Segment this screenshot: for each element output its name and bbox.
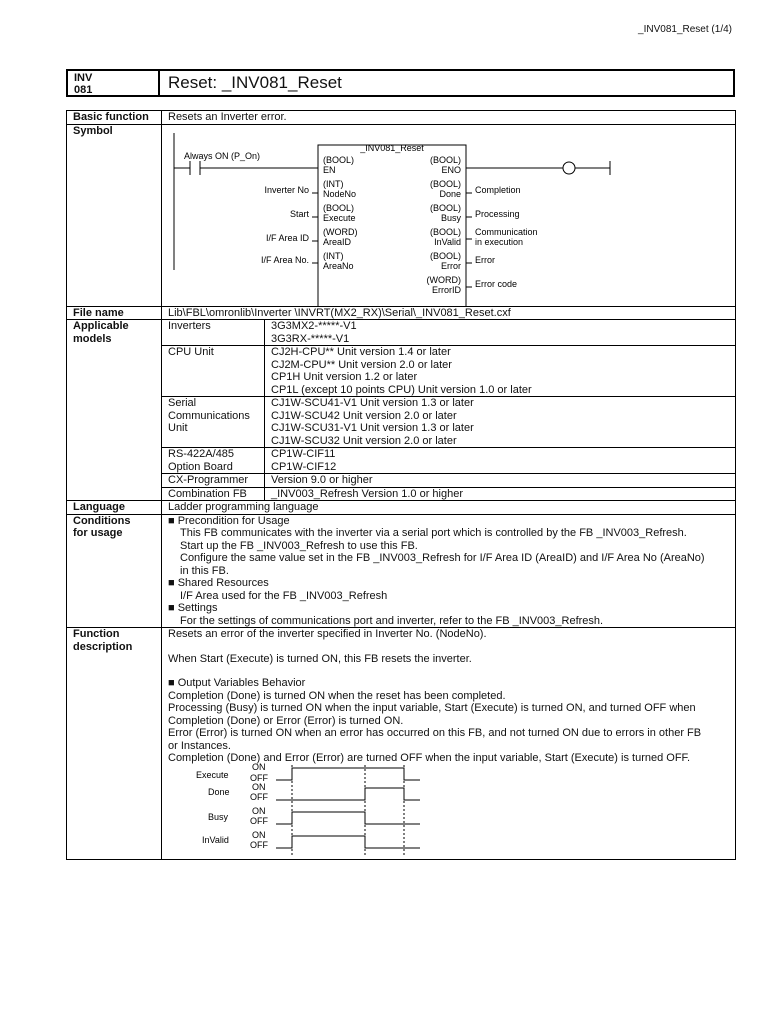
input-name-en: EN [323,164,336,175]
file-name-label: File name [67,306,162,320]
timing-label-done: Done [208,786,230,797]
function-line: Completion (Done) and Error (Error) are turned OFF when the input variable, Start (Execute) is turned OFF. [168,752,691,764]
output-label-done: Completion [475,184,521,195]
off-label: OFF [250,772,268,783]
function-line: Error (Error) is turned ON when an error has occurred on this FB, and not turned ON due to errors in other FB [168,727,702,739]
output-name-invalid: InValid [434,236,461,247]
function-line: Completion (Done) is turned ON when the reset has been completed. [168,689,506,702]
file-name-text: Lib\FBL\omronlib\Inverter \INVRT(MX2_RX)\Serial\_INV081_Reset.cxf [162,306,736,320]
fb-symbol-diagram [162,125,736,306]
model-row-serial [162,397,735,448]
conditions-line: ■ Settings [168,602,218,614]
off-label: OFF [250,791,268,802]
inv-number: 081 [74,84,93,96]
conditions-line: This FB communicates with the inverter via a serial port which is controlled by the FB _INV003_Refresh. [180,527,687,539]
model-key: CPU Unit [168,346,214,358]
applicable-models-cell [162,320,736,501]
output-type-invalid: (BOOL) [429,226,461,237]
output-type-eno: (BOOL) [429,154,461,165]
basic-function-label: Basic function [67,111,162,125]
model-value: 3G3MX2-*****-V1 [271,320,357,332]
conditions-label-line1: Conditions [73,514,131,527]
language-text: Ladder programming language [162,501,736,515]
on-label: ON [252,781,266,792]
model-key: Combination FB [168,487,247,500]
applicable-models-label [67,320,162,501]
model-value: CJ1W-SCU31-V1 Unit version 1.3 or later [271,422,474,434]
input-name-areano: AreaNo [323,260,354,271]
spec-table [66,110,736,860]
on-label: ON [252,762,266,772]
inv-label: INV [74,72,93,84]
timing-label-invalid: InValid [202,834,229,845]
off-label: OFF [250,815,268,826]
input-label-execute: Start [289,208,309,219]
timing-label-execute: Execute [196,769,229,780]
function-line: Resets an error of the inverter specified in Inverter No. (NodeNo). [168,628,487,640]
applicable-models-row [67,320,736,501]
model-value: _INV003_Refresh Version 1.0 or higher [271,487,464,500]
output-name-errorid: ErrorID [432,284,461,295]
on-label: ON [252,829,266,840]
function-label-line2: description [73,640,133,653]
conditions-line: ■ Precondition for Usage [168,514,290,527]
input-name-areaid: AreaID [323,236,352,247]
output-type-error: (BOOL) [429,250,461,261]
output-label-errorid: Error code [475,278,518,289]
model-row-cpu [162,346,735,397]
model-row-cx-programmer [162,474,735,488]
output-type-errorid: (WORD) [426,274,461,285]
conditions-line: Start up the FB _INV003_Refresh to use this FB. [180,539,418,552]
model-value: CJ2M-CPU** Unit version 2.0 or later [271,358,452,371]
model-value: CP1H Unit version 1.2 or later [271,371,418,383]
model-row-option-board [162,448,735,474]
on-label: ON [252,805,266,816]
title-box [66,69,735,97]
invalid-waveform [276,836,420,848]
conditions-row [67,514,736,628]
conditions-line: I/F Area used for the FB _INV003_Refresh [180,589,388,602]
output-name-error: Error [441,260,461,271]
timing-chart [182,763,482,859]
language-label: Language [67,501,162,515]
model-row-inverters [162,320,735,346]
blank-line [168,641,729,653]
input-type-execute: (BOOL) [323,202,355,213]
conditions-line: in this FB. [180,564,229,577]
model-value: CP1L (except 10 points CPU) Unit version 1.0 or later [271,383,532,396]
input-label-nodeno: Inverter No [264,184,309,195]
input-label-areano: I/F Area No. [260,254,309,265]
applicable-label-line1: Applicable [73,320,129,332]
model-key: Serial [168,397,197,409]
input-type-areano: (INT) [323,250,344,261]
output-type-done: (BOOL) [429,178,461,189]
conditions-text [162,514,736,628]
conditions-line: For the settings of communications port and inverter, refer to the FB _INV003_Refresh. [180,614,604,627]
done-waveform [276,788,420,800]
model-value: CP1W-CIF11 [271,448,336,460]
symbol-label: Symbol [67,124,162,306]
model-key: Option Board [168,460,233,473]
model-value: CJ1W-SCU32 Unit version 2.0 or later [271,434,457,447]
function-label-line1: Function [73,628,120,640]
output-label-busy: Processing [475,208,520,219]
fb-name: _INV081_Reset [360,142,424,153]
conditions-label [67,514,162,628]
input-type-en: (BOOL) [323,154,355,165]
model-row-combination-fb [162,487,735,500]
page-reference: _INV081_Reset (1/4) [638,24,732,35]
output-label-invalid: Communication [475,226,538,237]
model-key: CX-Programmer [168,474,249,486]
always-on-label: Always ON (P_On) [184,150,261,161]
basic-function-text: Resets an Inverter error. [162,111,736,125]
model-value: 3G3RX-*****-V1 [271,332,350,345]
output-name-busy: Busy [440,212,461,223]
busy-waveform [276,812,420,824]
execute-waveform [276,768,420,780]
output-name-done: Done [439,188,461,199]
model-key: Unit [168,422,188,434]
output-type-busy: (BOOL) [429,202,461,213]
blank-line [168,665,729,677]
model-value: CJ1W-SCU42 Unit version 2.0 or later [271,409,457,422]
model-key: Communications [168,409,250,422]
input-type-areaid: (WORD) [323,226,358,237]
function-description-label [67,628,162,860]
function-line: Completion (Done) or Error (Error) is turned ON. [168,714,404,727]
function-line: Processing (Busy) is turned ON when the input variable, Start (Execute) is turned ON, and turned OFF when [168,702,696,714]
input-label-areaid: I/F Area ID [265,232,309,243]
conditions-line: ■ Shared Resources [168,577,269,589]
function-line: or Instances. [168,739,231,752]
function-line: ■ Output Variables Behavior [168,677,306,689]
output-label-invalid-2: in execution [475,236,524,247]
applicable-label-line2: models [73,332,112,345]
output-label-error: Error [475,254,495,265]
page-title: Reset: _INV081_Reset [168,73,342,92]
model-key: Inverters [168,320,211,332]
language-row [67,501,736,515]
model-key: RS-422A/485 [168,448,235,460]
models-subtable [162,320,735,500]
model-value: CP1W-CIF12 [271,460,337,473]
conditions-label-line2: for usage [73,527,123,539]
inv-number-box [68,71,160,95]
model-value: Version 9.0 or higher [271,474,373,486]
function-description-row [67,628,736,860]
timing-label-busy: Busy [208,811,229,822]
file-name-row [67,306,736,320]
model-value: CJ1W-SCU41-V1 Unit version 1.3 or later [271,397,474,409]
output-name-eno: ENO [441,164,461,175]
input-name-nodeno: NodeNo [323,188,357,199]
symbol-row [67,124,736,306]
conditions-line: Configure the same value set in the FB _INV003_Refresh for I/F Area ID (AreaID) and I/F Area No (AreaNo) [180,552,705,564]
off-label: OFF [250,839,268,850]
model-value: CJ2H-CPU** Unit version 1.4 or later [271,346,451,358]
input-type-nodeno: (INT) [323,178,344,189]
input-name-execute: Execute [323,212,356,223]
coil-icon [563,162,575,174]
function-description-text [162,628,736,860]
basic-function-row [67,111,736,125]
function-line: When Start (Execute) is turned ON, this FB resets the inverter. [168,652,472,665]
